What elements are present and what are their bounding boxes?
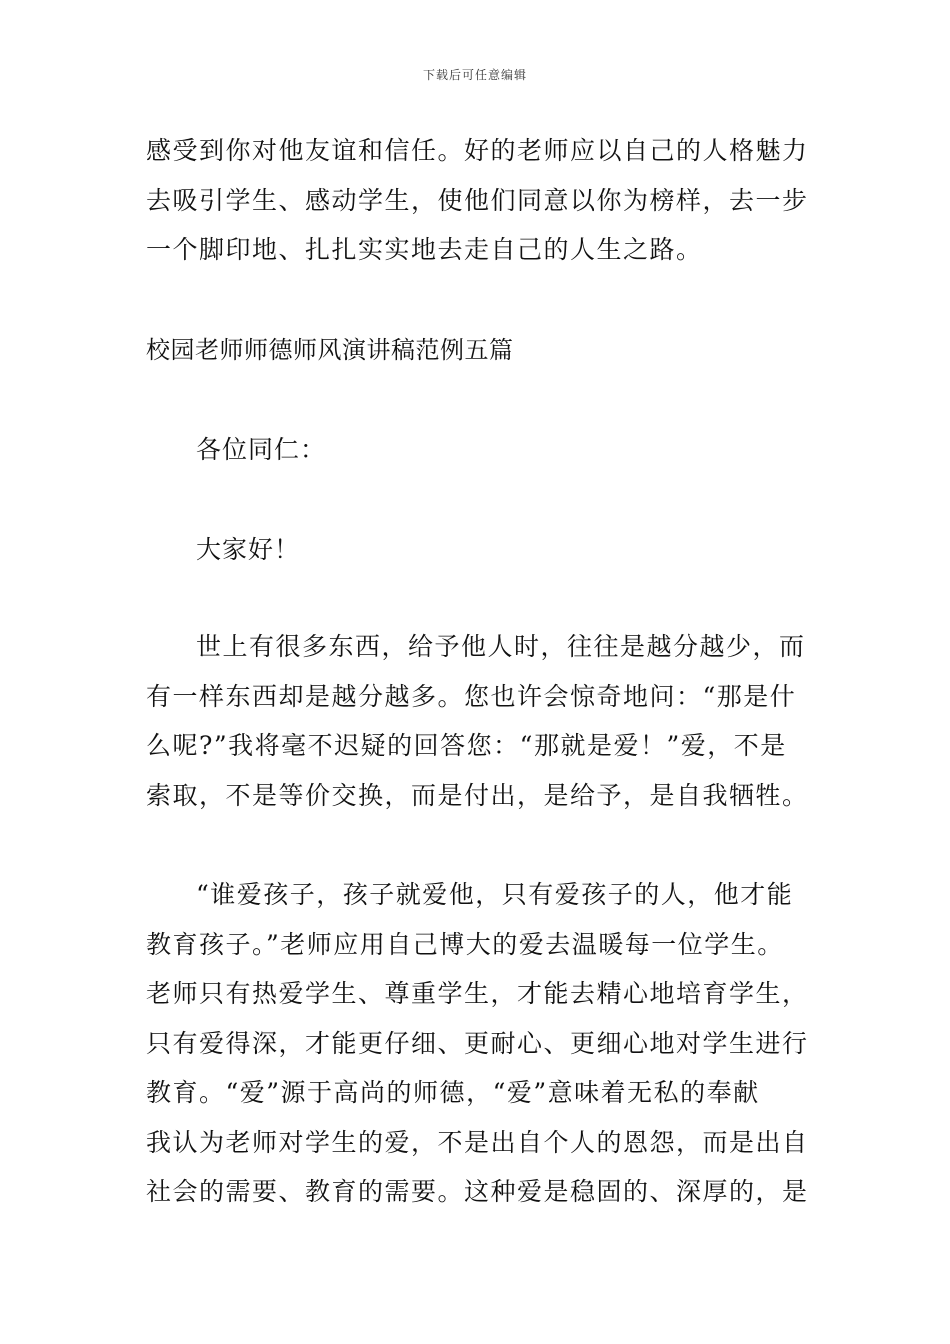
text-line: 感受到你对他友谊和信任。好的老师应以自己的人格魅力 — [146, 136, 809, 165]
text-line: 教育孩子。”老师应用自己博大的爱去温暖每一位学生。 — [146, 929, 784, 959]
paragraph-love — [146, 622, 810, 820]
salutation-line: 各位同仁： — [196, 435, 327, 464]
intro-paragraph — [146, 126, 810, 275]
text-line: 只有爱得深，才能更仔细、更耐心、更细心地对学生进行 — [146, 1028, 809, 1058]
greeting-line: 大家好！ — [196, 535, 301, 564]
page-header-note: 下载后可任意编辑 — [422, 68, 527, 82]
text-line: 社会的需要、教育的需要。这种爱是稳固的、深厚的，是 — [146, 1177, 809, 1206]
text-line: 老师只有热爱学生、尊重学生，才能去精心地培育学生， — [146, 979, 809, 1008]
text-line: 索取，不是等价交换，而是付出，是给予，是自我牺牲。 — [146, 780, 809, 810]
text-line: 去吸引学生、感动学生，使他们同意以你为榜样，去一步 — [146, 185, 809, 215]
document-title: 校园老师师德师风演讲稿范例五篇 — [146, 336, 514, 364]
text-line: “谁爱孩子，孩子就爱他，只有爱孩子的人，他才能 — [196, 880, 794, 909]
text-line: 一个脚印地、扎扎实实地去走自己的人生之路。 — [146, 235, 703, 264]
text-line: 么呢?”我将毫不迟疑的回答您：“那就是爱！”爱，不是 — [146, 731, 787, 760]
text-line: 教育。“爱”源于高尚的师德，“爱”意味着无私的奉献 — [146, 1078, 760, 1107]
text-line: 我认为老师对学生的爱，不是出自个人的恩怨，而是出自 — [146, 1127, 809, 1157]
text-line: 世上有很多东西，给予他人时，往往是越分越少，而 — [196, 632, 806, 661]
text-line: 有一样东西却是越分越多。您也许会惊奇地问：“那是什 — [146, 681, 797, 711]
paragraph-teacher-love — [146, 870, 810, 1217]
